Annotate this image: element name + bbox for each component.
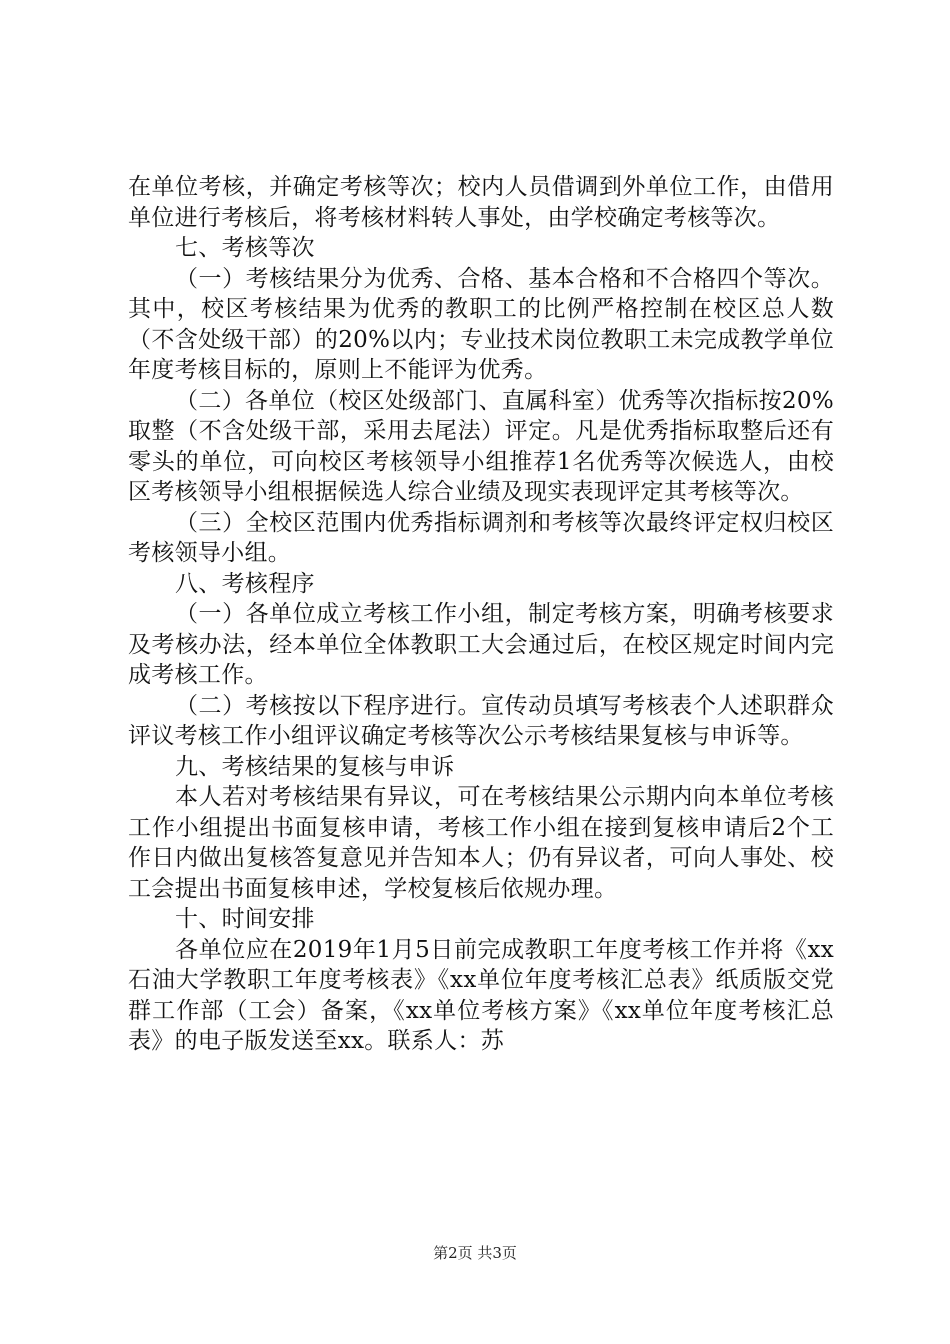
paragraph: （二）各单位（校区处级部门、直属科室）优秀等次指标按20%取整（不含处级干部，采用去尾法）评定。凡是优秀指标取整后还有零头的单位，可向校区考核领导小组推荐1名优秀等次候选人，由校区考核领导小组根据候选人综合业绩及现实表现评定其考核等次。: [128, 387, 834, 505]
section-heading: 九、考核结果的复核与申诉: [175, 753, 455, 780]
paragraph: 在单位考核，并确定考核等次；校内人员借调到外单位工作，由借用单位进行考核后，将考核材料转人事处，由学校确定考核等次。: [128, 174, 834, 231]
paragraph: 各单位应在2019年1月5日前完成教职工年度考核工作并将《xx石油大学教职工年度考核表》《xx单位年度考核汇总表》纸质版交党群工作部（工会）备案，《xx单位考核方案》《xx单位年度考核汇总表》的电子版发送至xx。联系人：苏: [128, 936, 834, 1054]
section-heading: 七、考核等次: [175, 235, 315, 261]
paragraph: （三）全校区范围内优秀指标调剂和考核等次最终评定权归校区考核领导小组。: [128, 509, 834, 566]
section-heading: 八、考核程序: [175, 570, 315, 597]
page-number-label: 第2页 共3页: [433, 1244, 517, 1262]
page-footer: [0, 1242, 950, 1263]
paragraph: （二）考核按以下程序进行。宣传动员填写考核表个人述职群众评议考核工作小组评议确定考核等次公示考核结果复核与申诉等。: [128, 692, 834, 749]
paragraph: 本人若对考核结果有异议，可在考核结果公示期内向本单位考核工作小组提出书面复核申请，考核工作小组在接到复核申请后2个工作日内做出复核答复意见并告知本人；仍有异议者，可向人事处、校工会提出书面复核申述，学校复核后依规办理。: [128, 784, 834, 902]
paragraph: （一）考核结果分为优秀、合格、基本合格和不合格四个等次。其中，校区考核结果为优秀的教职工的比例严格控制在校区总人数（不含处级干部）的20%以内；专业技术岗位教职工未完成教学单位年度考核目标的，原则上不能评为优秀。: [128, 265, 834, 383]
document-body: [128, 172, 834, 1057]
paragraph: （一）各单位成立考核工作小组，制定考核方案，明确考核要求及考核办法，经本单位全体教职工大会通过后，在校区规定时间内完成考核工作。: [128, 601, 834, 688]
section-heading: 十、时间安排: [175, 906, 315, 932]
